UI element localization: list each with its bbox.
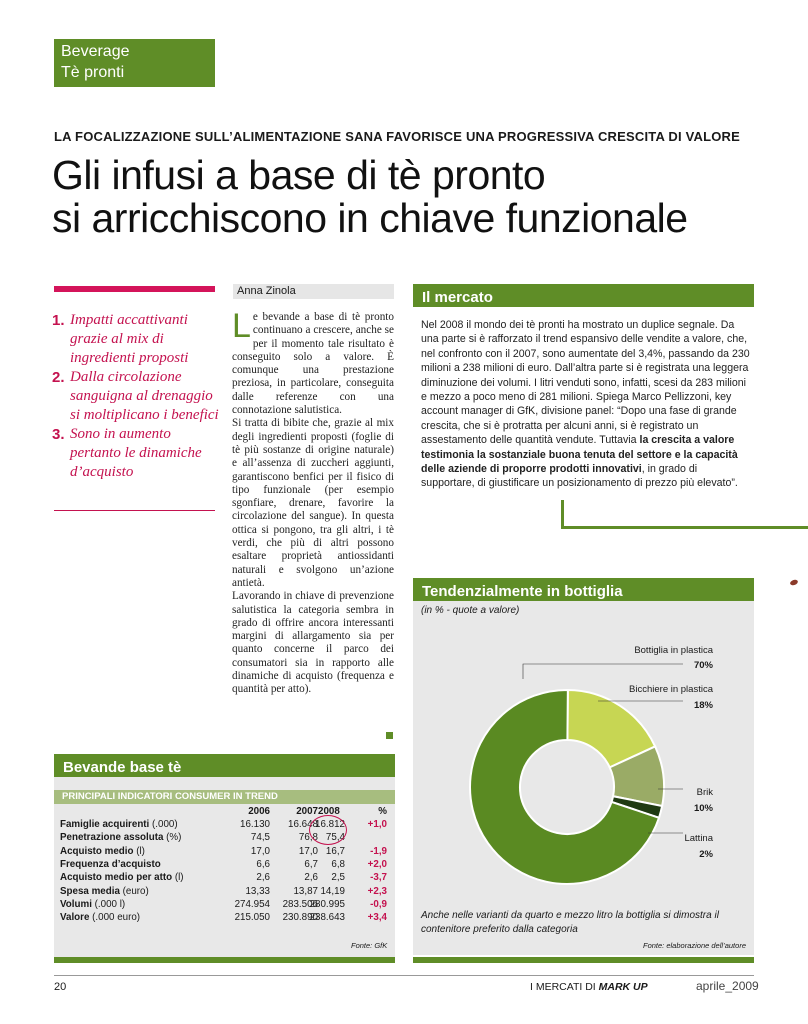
section-tag (54, 39, 215, 87)
author-name: Anna Zinola (237, 285, 296, 297)
page-number: 20 (54, 981, 67, 993)
cell-2007: 76,8 (298, 832, 318, 844)
body-paragraph: Lavorando in chiave di prevenzione salutistica la categoria sembra in grado di offrire ancora interessanti margini di allargamento sia per quanto concerne il parco dei consumatori sia in rapporto alle dinamiche di acquisto (frequenza e quantità per atto). (232, 590, 394, 696)
cell-2007: 283.506 (282, 898, 318, 910)
col-2007: 2007 (296, 806, 318, 817)
row-label-main: Frequenza d’acquisto (60, 858, 161, 870)
print-speck (789, 579, 798, 586)
summary-text: Dalla circolazione sanguigna al drenaggio si moltiplicano i benefici (70, 369, 219, 423)
legend-value-lattina: 2% (699, 849, 713, 860)
subsection-name: Tè pronti (61, 64, 125, 81)
row-label (60, 859, 161, 870)
col-2008: 2008 (318, 806, 340, 817)
row-label-unit: (.000) (149, 819, 178, 830)
cell-2007: 17,0 (298, 845, 318, 857)
row-label-main: Valore (60, 912, 90, 924)
legend-label-lattina: Lattina (684, 833, 713, 844)
cell-2007: 2,6 (304, 872, 318, 884)
cell-pct: -0,9 (370, 898, 387, 910)
row-label (60, 899, 125, 910)
summary-top-bar (54, 286, 215, 292)
chart-title: Tendenzialmente in bottiglia (422, 583, 623, 600)
leader-line (523, 664, 683, 679)
section-name: Beverage (61, 43, 130, 60)
mercato-header (413, 284, 754, 307)
cell-2008: 6,8 (331, 858, 345, 870)
legend-value-bicchiere: 18% (693, 700, 713, 711)
cell-2007: 16.648 (288, 819, 318, 830)
table-source: Fonte: GfK (351, 941, 388, 950)
cell-2006: 2,6 (256, 872, 270, 884)
body-text-1: e bevande a base di tè pronto continuano a crescere, anche se per il momento tale risultato è conseguito solo a valore. È comunque una prestazione preziosa, in particolare, conseguita dalle referenze con una connotazione salutistica. (232, 311, 394, 417)
cell-pct: +3,4 (367, 912, 387, 924)
cell-2008: 238.643 (309, 912, 345, 924)
cell-2006: 215.050 (234, 912, 270, 924)
summary-item (52, 368, 220, 425)
headline-line-1: Gli infusi a base di tè pronto (52, 152, 546, 198)
col-pct: % (378, 806, 387, 817)
cell-2008: 75,4 (325, 832, 345, 844)
row-label-unit: (.000 l) (91, 898, 126, 910)
row-label (60, 886, 149, 897)
highlight-circle (309, 815, 347, 845)
row-label (60, 912, 140, 923)
legend-label-bottiglia: Bottiglia in plastica (634, 645, 713, 656)
mercato-bracket-horizontal (561, 526, 808, 529)
summary-number: 2. (52, 369, 65, 386)
summary-bottom-rule (54, 510, 215, 511)
chart-subtitle: (in % - quote a valore) (421, 605, 520, 616)
summary-number: 1. (52, 312, 65, 329)
row-label-unit: (l) (133, 845, 145, 857)
row-label-main: Acquisto medio per atto (60, 872, 173, 884)
row-label-main: Volumi (60, 898, 92, 910)
chart-caption: Anche nelle varianti da quarto e mezzo litro la bottiglia si dimostra il contenitore preferito dalla categoria (421, 910, 719, 935)
cell-2008: 16.812 (315, 819, 345, 830)
legend-value-brik: 10% (693, 803, 713, 814)
publication-name (530, 981, 648, 993)
row-label-main: Famiglie acquirenti (60, 819, 150, 830)
publication-prefix: I MERCATI DI (530, 981, 599, 993)
table-row (60, 859, 390, 872)
issue-date: aprile_2009 (696, 979, 759, 993)
row-label (60, 872, 184, 883)
row-label (60, 846, 145, 857)
table-subtitle: PRINCIPALI INDICATORI CONSUMER IN TREND (62, 791, 278, 802)
cell-2008: 16,7 (325, 845, 345, 857)
row-label (60, 832, 181, 843)
cell-2006: 6,6 (256, 858, 270, 870)
row-label-unit: (euro) (119, 885, 149, 897)
publication-brand: MARK UP (598, 981, 648, 993)
table-bottom-bar (54, 957, 395, 963)
table-header (54, 754, 395, 777)
cell-2006: 17,0 (250, 845, 270, 857)
row-label-unit: (%) (163, 832, 182, 844)
cell-2008: 280.995 (309, 898, 345, 910)
summary-item (52, 425, 220, 482)
row-label-unit: (l) (172, 872, 184, 884)
article-headline (52, 154, 688, 240)
row-label (60, 819, 178, 830)
mercato-text-a: Nel 2008 il mondo dei tè pronti ha mostrato un duplice segnale. Da una parte si è rafforzato il trend espansivo delle vendite a valore, che, nel confronto con il 2007, sono aumentate del 3,4%, passando da 230 milioni a 238 milioni di euro. Dall’altra parte si è registrata una leggera diminuzione dei volumi. I litri venduti sono, infatti, scesi da 283 milioni e mezzo a poco meno di 281 milioni. Spiega Marco Pellizzoni, key account manager di GfK, divisione panel: “Dopo una fase di grande crescita, che si è protratta per alcuni anni, si è registrato un assestamento delle quantità vendute. Tuttavia (421, 319, 750, 447)
article-body (232, 307, 394, 697)
summary-item (52, 311, 220, 368)
chart-source: Fonte: elaborazione dell’autore (643, 941, 746, 950)
cell-pct: -3,7 (370, 872, 387, 884)
chart-bottom-bar (413, 957, 754, 963)
summary-number: 3. (52, 426, 65, 443)
table-column-headers (60, 806, 390, 819)
row-label-main: Penetrazione assoluta (60, 832, 164, 844)
row-label-main: Acquisto medio (60, 845, 134, 857)
row-label-main: Spesa media (60, 885, 120, 897)
cell-2006: 274.954 (234, 898, 270, 910)
cell-2007: 230.890 (282, 912, 318, 924)
body-paragraph (232, 307, 394, 417)
cell-2007: 6,7 (304, 858, 318, 870)
table-row (60, 899, 390, 912)
cell-2006: 16.130 (240, 819, 270, 830)
mercato-title: Il mercato (422, 289, 493, 306)
cell-pct: +2,0 (367, 858, 387, 870)
cell-2007: 13,87 (293, 885, 318, 897)
cell-pct: -1,9 (370, 845, 387, 857)
end-of-article-square-icon (386, 732, 393, 739)
table-row (60, 886, 390, 899)
table-row (60, 912, 390, 925)
row-label-unit: (.000 euro) (89, 912, 141, 924)
table-row (60, 872, 390, 885)
drop-cap: L (232, 307, 251, 345)
cell-2008: 14,19 (320, 885, 345, 897)
summary-text: Sono in aumento pertanto le dinamiche d’acquisto (70, 426, 202, 480)
cell-2008: 2,5 (331, 872, 345, 884)
cell-2006: 74,5 (250, 832, 270, 844)
mercato-text-c: , in grado di supportare, di giustificare un posizionamento di prezzo più elevato”. (421, 463, 738, 490)
legend-value-bottiglia: 70% (693, 660, 713, 671)
chart-header (413, 578, 754, 601)
cell-2006: 13,33 (245, 885, 270, 897)
col-2006: 2006 (248, 806, 270, 817)
article-kicker: LA FOCALIZZAZIONE SULL’ALIMENTAZIONE SANA FAVORISCE UNA PROGRESSIVA CRESCITA DI VALORE (54, 129, 740, 144)
mercato-text-bold: la crescita a valore testimonia la sostanziale buona tenuta del settore e la capacità delle aziende di proporre prodotti innovativi (421, 434, 738, 476)
mercato-bracket-vertical (561, 500, 564, 529)
body-paragraph: Si tratta di bibite che, grazie al mix degli ingredienti proposti (foglie di tè più sostanze di origine naturale) e all’assenza di zuccheri aggiunti, garantiscono benfici per il fisico di tipo funzionale (per esempio sgonfiare, drenare, favorire la circolazione del sangue). In questa ottica si pongono, tra gli altri, i tè verdi, che più di altri possono esaltare proprietà antiossidanti naturali e svolgono un’azione antietà. (232, 417, 394, 589)
footer-rule (54, 975, 754, 976)
cell-pct: +2,3 (367, 885, 387, 897)
legend-label-bicchiere: Bicchiere in plastica (629, 684, 713, 695)
cell-pct: +1,0 (367, 819, 387, 830)
table-row (60, 846, 390, 859)
legend-label-brik: Brik (696, 787, 713, 798)
table-subheader (54, 790, 395, 804)
mercato-text (421, 318, 751, 491)
headline-line-2: si arricchiscono in chiave funzionale (52, 195, 688, 241)
summary-list (52, 311, 220, 482)
summary-text: Impatti accattivanti grazie al mix di ingredienti proposti (70, 312, 189, 366)
table-title: Bevande base tè (63, 759, 182, 776)
